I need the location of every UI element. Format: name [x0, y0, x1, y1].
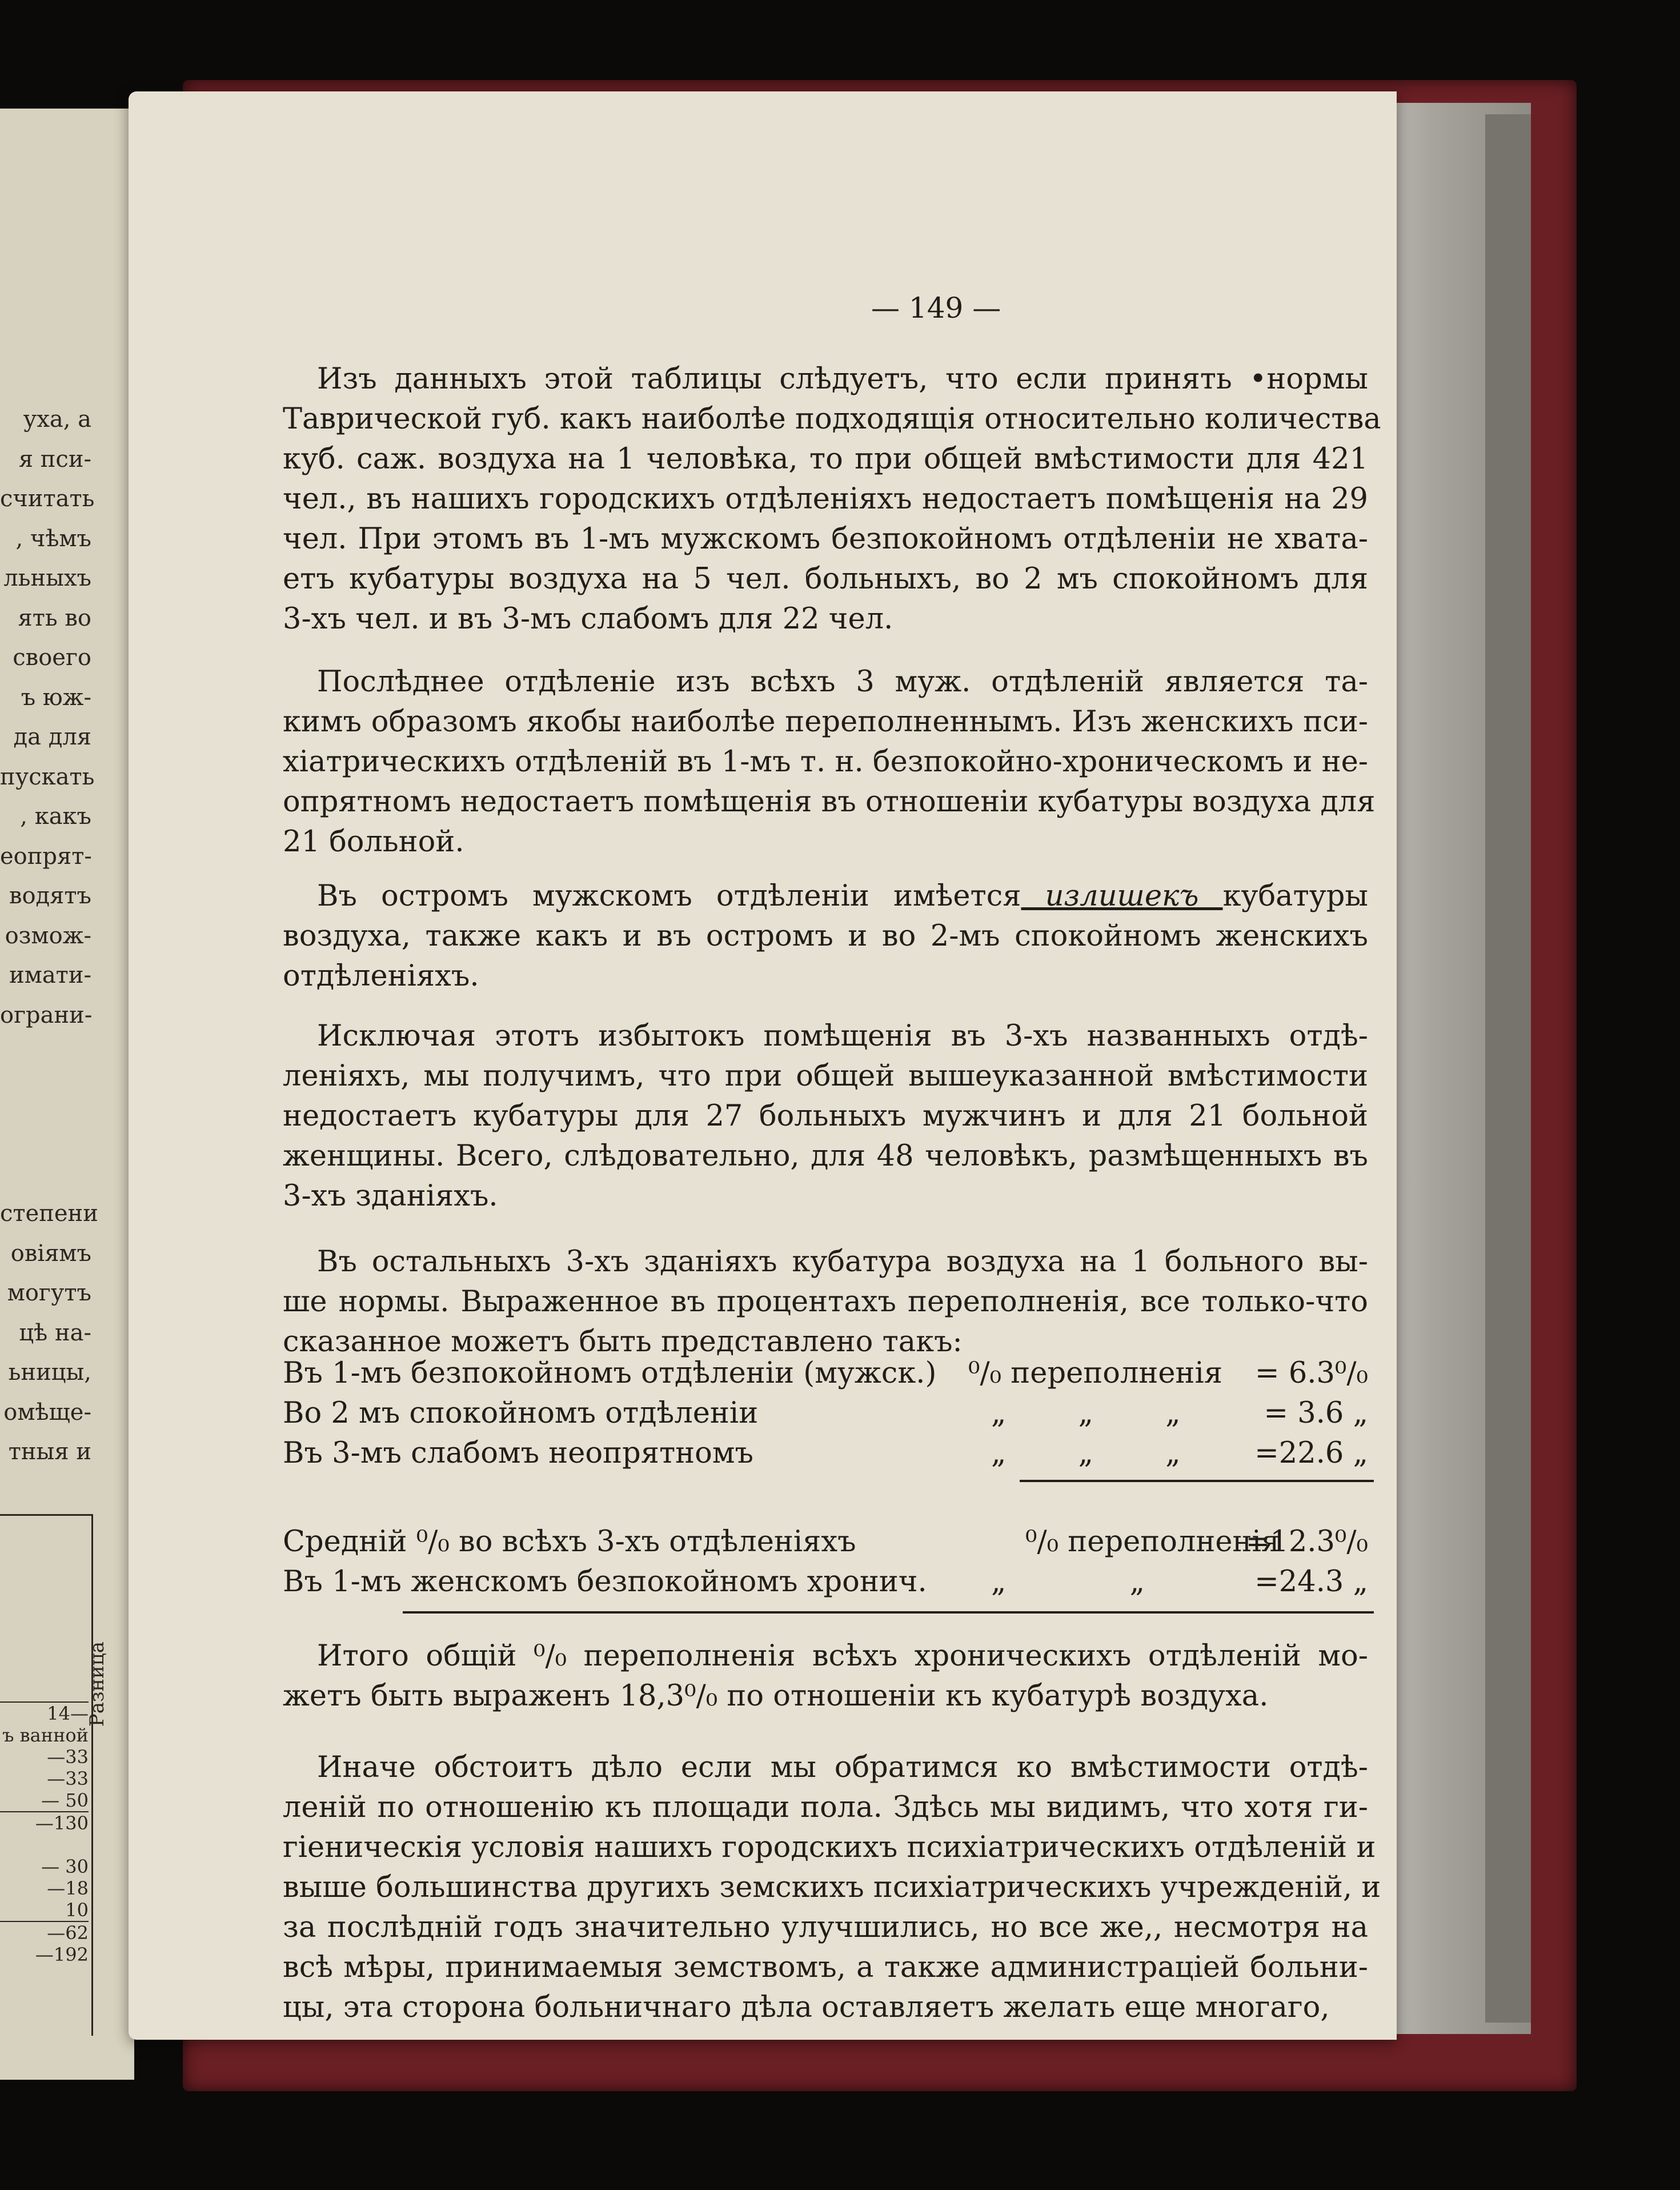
left-fragment-line [0, 1155, 91, 1195]
stats-row [283, 1523, 1368, 1562]
text-line: выше большинства другихъ земскихъ психіатрическихъ учрежденій, и [283, 1871, 1381, 1904]
left-fragment-line: омѣще- [3, 1399, 91, 1426]
page-number: — 149 — [871, 291, 1001, 325]
text-line: кимъ образомъ якобы наиболѣе переполненнымъ. Изъ женскихъ пси- [283, 705, 1368, 739]
left-page-table [0, 1514, 109, 2036]
left-table-cells [0, 1701, 89, 1965]
stats-marks: ⁰/₀ переполненія [968, 1356, 1223, 1390]
left-fragment-line: имати- [9, 962, 91, 988]
text-line: леній по отношенію къ площади пола. Здѣсь мы видимъ, что хотя ги- [283, 1791, 1368, 1824]
stats-row [283, 1354, 1368, 1393]
left-table-cell: 10 [65, 1899, 89, 1921]
text-segment: кубатуры [1222, 879, 1369, 913]
text-line: чел., въ нашихъ городскихъ отдѣленіяхъ недостаетъ помѣщенія на 29 [283, 482, 1368, 516]
text-line [317, 877, 1368, 916]
text-line: недостаетъ кубатуры для 27 больныхъ мужчинъ и для 21 больной [283, 1099, 1368, 1133]
left-fragment-line: овіямъ [10, 1240, 91, 1267]
text-line: воздуха, также какъ и въ остромъ и во 2-мъ спокойномъ женскихъ [283, 919, 1368, 953]
text-line: Въ остальныхъ 3-хъ зданіяхъ кубатура воздуха на 1 больного вы- [317, 1245, 1368, 1279]
left-fragment-line: ограни- [0, 1002, 93, 1028]
left-fragment-line: своего [13, 644, 91, 671]
stats-label: Въ 3-мъ слабомъ неопрятномъ [283, 1436, 753, 1470]
left-table-cell: 14— [47, 1703, 89, 1724]
left-page [0, 109, 134, 2080]
left-fragment-line: ьницы, [8, 1359, 91, 1386]
left-fragment-line: могутъ [7, 1280, 91, 1306]
left-fragment-line: считать [0, 486, 95, 512]
stats-marks: „ „ „ [991, 1396, 1181, 1430]
left-table-cell: — 30 [41, 1856, 89, 1877]
page-block-edge-shadow [1485, 114, 1531, 2023]
left-table-cell: — 50 [41, 1789, 89, 1811]
left-table-cell: —33 [47, 1768, 89, 1789]
stats-label: Средній ⁰/₀ во всѣхъ 3-хъ отдѣленіяхъ [283, 1525, 856, 1559]
text-line: жетъ быть выраженъ 18,3⁰/₀ по отношеніи къ кубатурѣ воздуха. [283, 1679, 1269, 1713]
right-page [129, 91, 1397, 2040]
left-table-cell: —192 [35, 1944, 89, 1965]
left-fragment-line: тныя и [8, 1439, 91, 1465]
text-line: за послѣдній годъ значительно улучшились, но все же,, несмотря на [283, 1911, 1368, 1944]
stats-value: =24.3 „ [1254, 1565, 1368, 1599]
text-line: Итого общій ⁰/₀ переполненія всѣхъ хроническихъ отдѣленій мо- [317, 1639, 1368, 1673]
text-line: етъ кубатуры воздуха на 5 чел. больныхъ, во 2 мъ спокойномъ для [283, 562, 1368, 596]
text-line: отдѣленіяхъ. [283, 959, 479, 993]
text-line: опрятномъ недостаетъ помѣщенія въ отношеніи кубатуры воздуха для [283, 785, 1376, 819]
left-fragment-line: цѣ на- [19, 1319, 91, 1346]
stats-row [283, 1434, 1368, 1473]
text-line: гіеническія условія нашихъ городскихъ психіатрическихъ отдѣленій и [283, 1831, 1376, 1864]
stats-label: Во 2 мъ спокойномъ отдѣленіи [283, 1396, 759, 1430]
text-line: 3-хъ зданіяхъ. [283, 1179, 498, 1213]
left-fragment-line: степени [0, 1200, 98, 1227]
left-table-cell: ъ ванной [2, 1724, 89, 1746]
stats-value: = 3.6 „ [1264, 1396, 1368, 1430]
text-line: ше нормы. Выраженное въ процентахъ переполненія, все только-что [283, 1285, 1368, 1319]
text-segment: Въ остромъ мужскомъ отдѣленіи имѣется [317, 879, 1021, 913]
stats-marks: „ „ „ [991, 1436, 1181, 1470]
left-fragment-line: , чѣмъ [15, 525, 91, 552]
text-line: всѣ мѣры, принимаемыя земствомъ, а также администраціей больни- [283, 1951, 1368, 1984]
stats-marks: ⁰/₀ переполненія [1025, 1525, 1280, 1559]
left-fragment-line: пускать [0, 763, 95, 790]
left-table-cell: —18 [47, 1877, 89, 1899]
stats-label: Въ 1-мъ женскомъ безпокойномъ хронич. [283, 1565, 927, 1599]
left-fragment-line: озмож- [5, 922, 91, 949]
text-line: цы, эта сторона больничнаго дѣла оставляетъ желать еще многаго, [283, 1991, 1330, 2024]
left-fragment-line: уха, а [23, 406, 91, 433]
text-line: 3-хъ чел. и въ 3-мъ слабомъ для 22 чел. [283, 602, 893, 636]
text-line: Изъ данныхъ этой таблицы слѣдуетъ, что если принять •нормы [317, 362, 1368, 396]
left-fragment-line [0, 1115, 91, 1155]
summary-rule [1020, 1480, 1374, 1482]
left-fragment-line: да для [13, 724, 91, 750]
left-table-cell: —130 [0, 1811, 89, 1834]
left-fragment-line: еопрят- [0, 843, 92, 870]
left-table-header: Разница [86, 1642, 109, 1727]
left-fragment-line: , какъ [20, 803, 91, 830]
text-line: Послѣднее отдѣленіе изъ всѣхъ 3 муж. отдѣленій является та- [317, 665, 1368, 699]
left-fragment-line [0, 1075, 91, 1115]
emphasis-word: излишекъ [1021, 879, 1223, 913]
text-line: Иначе обстоитъ дѣло если мы обратимся ко вмѣстимости отдѣ- [317, 1751, 1368, 1784]
left-fragment-line: водятъ [9, 883, 91, 909]
left-fragment-line: льныхъ [3, 565, 91, 591]
text-line: куб. саж. воздуха на 1 человѣка, то при общей вмѣстимости для 421 [283, 442, 1368, 476]
stats-row [283, 1394, 1368, 1433]
left-fragment-line: ять во [18, 604, 91, 631]
left-table-cell: —62 [0, 1921, 89, 1944]
stats-value: = 6.3⁰/₀ [1254, 1356, 1368, 1390]
left-fragment-line [0, 1035, 91, 1075]
text-line: чел. При этомъ въ 1-мъ мужскомъ безпокойномъ отдѣленіи не хвата- [283, 522, 1368, 556]
left-fragment-line: ъ юж- [21, 684, 91, 711]
stats-row [283, 1563, 1368, 1602]
stats-value: =22.6 „ [1254, 1436, 1368, 1470]
text-line: женщины. Всего, слѣдовательно, для 48 человѣкъ, размѣщенныхъ въ [283, 1139, 1368, 1173]
text-line: 21 больной. [283, 825, 464, 859]
text-line: хіатрическихъ отдѣленій въ 1-мъ т. н. безпокойно-хроническомъ и не- [283, 745, 1368, 779]
stats-label: Въ 1-мъ безпокойномъ отдѣленіи (мужск.) [283, 1356, 937, 1390]
text-line: сказанное можетъ быть представлено такъ: [283, 1325, 963, 1359]
text-line: Таврической губ. какъ наиболѣе подходящія относительно количества [283, 402, 1381, 436]
stats-value: =12.3⁰/₀ [1245, 1525, 1368, 1559]
left-table-cell [0, 1834, 89, 1856]
text-line: Исключая этотъ избытокъ помѣщенія въ 3-хъ названныхъ отдѣ- [317, 1019, 1368, 1053]
left-page-text [0, 400, 98, 1472]
left-table-cell: —33 [47, 1746, 89, 1768]
left-fragment-line: я пси- [18, 446, 91, 473]
text-line: леніяхъ, мы получимъ, что при общей вышеуказанной вмѣстимости [283, 1059, 1368, 1093]
summary-rule [403, 1611, 1374, 1614]
stats-marks: „ „ [991, 1565, 1145, 1599]
